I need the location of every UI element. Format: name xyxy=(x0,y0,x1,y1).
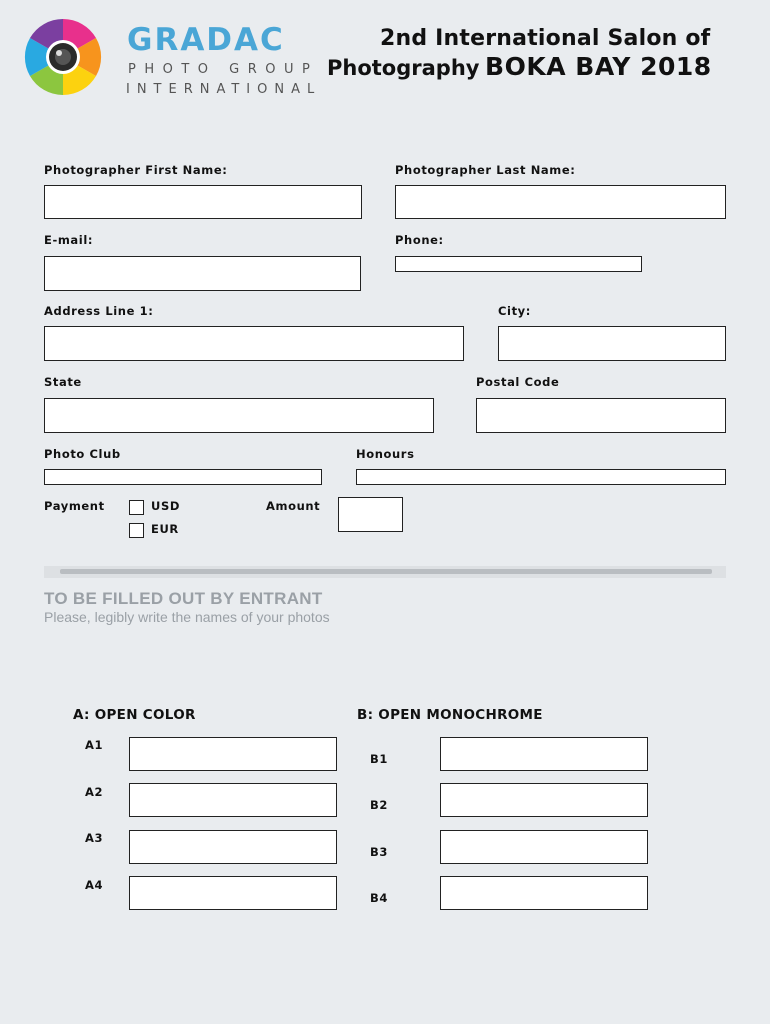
city-label: City: xyxy=(498,304,531,318)
entry-a2-field[interactable] xyxy=(129,783,337,817)
address-field[interactable] xyxy=(44,326,464,361)
entry-b2-label: B2 xyxy=(370,798,388,812)
first-name-field[interactable] xyxy=(44,185,362,219)
section-divider-line xyxy=(60,569,712,574)
city-field[interactable] xyxy=(498,326,726,361)
category-b-title: B: OPEN MONOCHROME xyxy=(357,707,543,723)
logo xyxy=(22,16,104,98)
postal-code-label: Postal Code xyxy=(476,375,560,389)
address-label: Address Line 1: xyxy=(44,304,154,318)
entry-b4-field[interactable] xyxy=(440,876,648,910)
payment-label: Payment xyxy=(44,499,105,513)
entry-a3-field[interactable] xyxy=(129,830,337,864)
entry-a4-field[interactable] xyxy=(129,876,337,910)
entry-b3-label: B3 xyxy=(370,845,388,859)
entry-a1-label: A1 xyxy=(85,738,104,752)
entrant-section-title: TO BE FILLED OUT BY ENTRANT xyxy=(44,589,323,608)
email-label: E-mail: xyxy=(44,233,94,247)
phone-label: Phone: xyxy=(395,233,444,247)
entrant-section-subtitle: Please, legibly write the names of your photos xyxy=(44,609,330,625)
usd-checkbox[interactable] xyxy=(129,500,144,515)
amount-field[interactable] xyxy=(338,497,403,532)
entry-b2-field[interactable] xyxy=(440,783,648,817)
category-a-title: A: OPEN COLOR xyxy=(73,707,196,723)
entry-b4-label: B4 xyxy=(370,891,388,905)
title-event: BOKA BAY 2018 xyxy=(485,52,712,81)
amount-label: Amount xyxy=(266,499,321,513)
entry-a2-label: A2 xyxy=(85,785,104,799)
usd-label: USD xyxy=(151,499,180,513)
honours-field[interactable] xyxy=(356,469,726,485)
eur-label: EUR xyxy=(151,522,179,536)
phone-field[interactable] xyxy=(395,256,642,272)
state-field[interactable] xyxy=(44,398,434,433)
state-label: State xyxy=(44,375,82,389)
brand-line-2: INTERNATIONAL xyxy=(126,82,322,97)
last-name-label: Photographer Last Name: xyxy=(395,163,576,177)
entry-a1-field[interactable] xyxy=(129,737,337,771)
email-field[interactable] xyxy=(44,256,361,291)
honours-label: Honours xyxy=(356,447,415,461)
photo-club-field[interactable] xyxy=(44,469,322,485)
first-name-label: Photographer First Name: xyxy=(44,163,228,177)
photo-club-label: Photo Club xyxy=(44,447,121,461)
entry-b3-field[interactable] xyxy=(440,830,648,864)
entry-a4-label: A4 xyxy=(85,878,104,892)
page-title-line-2 xyxy=(327,52,712,81)
page-title-line-1: 2nd International Salon of xyxy=(380,26,711,51)
title-photography: Photography xyxy=(327,56,480,80)
brand-line-1: PHOTO GROUP xyxy=(128,62,319,77)
camera-aperture-icon xyxy=(22,16,104,98)
last-name-field[interactable] xyxy=(395,185,726,219)
brand-name: GRADAC xyxy=(127,22,285,58)
eur-checkbox[interactable] xyxy=(129,523,144,538)
entry-b1-field[interactable] xyxy=(440,737,648,771)
postal-code-field[interactable] xyxy=(476,398,726,433)
entry-a3-label: A3 xyxy=(85,831,104,845)
entry-b1-label: B1 xyxy=(370,752,388,766)
